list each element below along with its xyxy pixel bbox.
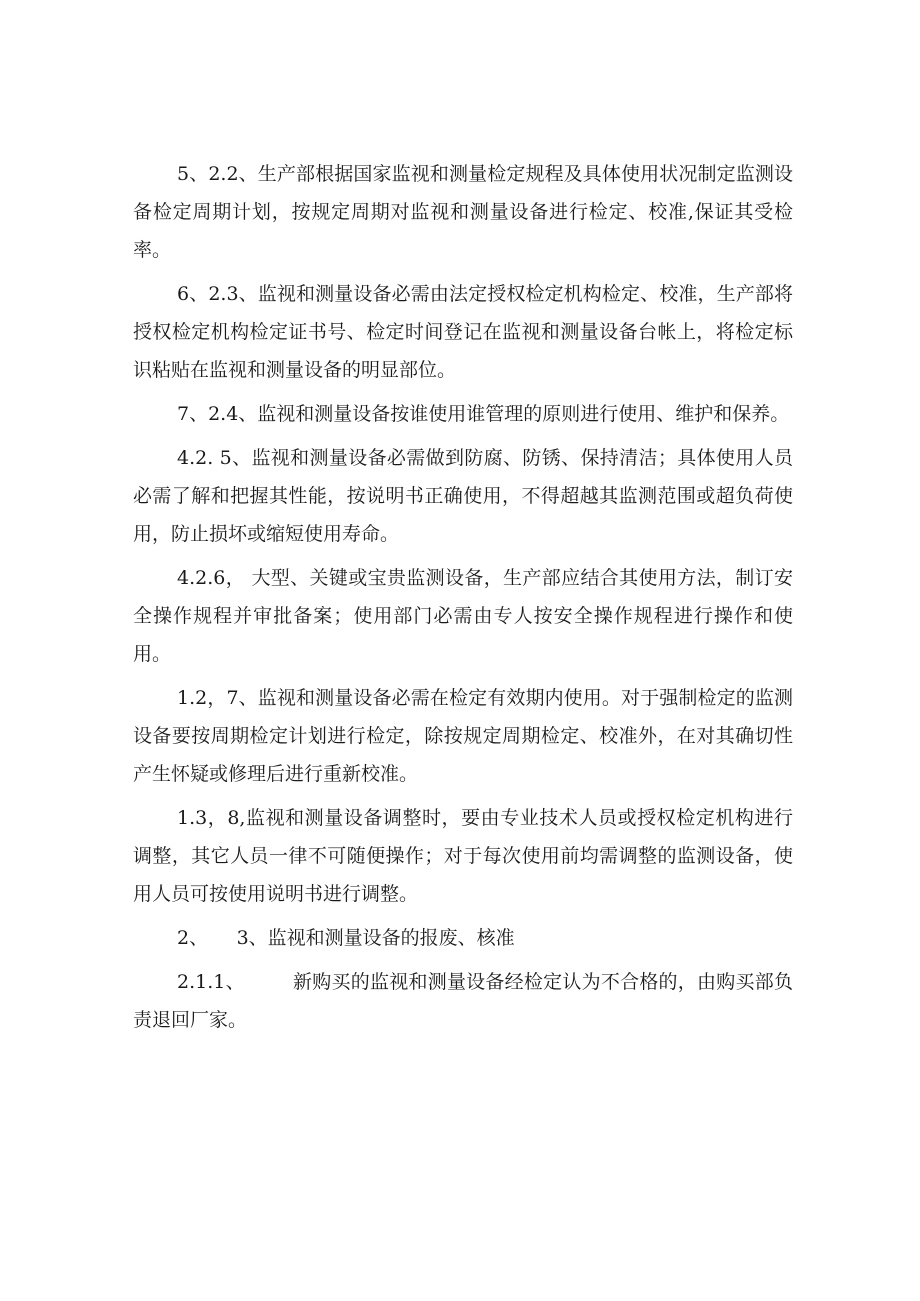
- paragraph-5-2-2: 5、2.2、生产部根据国家监视和测量检定规程及具体使用状况制定监测设备检定周期计划，按规定周期对监视和测量设备进行检定、校准,保证其受检率。: [133, 163, 793, 261]
- paragraph-6-2-3: 6、2.3、监视和测量设备必需由法定授权检定机构检定、校准，生产部将授权检定机构检定证书号、检定时间登记在监视和测量设备台帐上，将检定标识粘贴在监视和测量设备的明显部位。: [133, 283, 793, 381]
- document-body: [133, 155, 793, 1045]
- paragraph-2-1-1: 2.1.1、 新购买的监视和测量设备经检定认为不合格的，由购买部负责退回厂家。: [133, 971, 793, 1031]
- paragraph-4-2-5: 4.2. 5、监视和测量设备必需做到防腐、防锈、保持清洁；具体使用人员必需了解和把握其性能，按说明书正确使用，不得超越其监测范围或超负荷使用，防止损坏或缩短使用寿命。: [133, 447, 793, 545]
- section-heading-equipment-scrapping: 2、 3、监视和测量设备的报废、核准: [177, 927, 515, 949]
- paragraph-1-3-8: 1.3，8,监视和测量设备调整时，要由专业技术人员或授权检定机构进行调整，其它人员一律不可随便操作；对于每次使用前均需调整的监测设备，使用人员可按使用说明书进行调整。: [133, 807, 793, 905]
- paragraph-1-2-7: 1.2，7、监视和测量设备必需在检定有效期内使用。对于强制检定的监测设备要按周期检定计划进行检定，除按规定周期检定、校准外，在对其确切性产生怀疑或修理后进行重新校准。: [133, 687, 793, 785]
- paragraph-7-2-4: 7、2.4、监视和测量设备按谁使用谁管理的原则进行使用、维护和保养。: [177, 403, 790, 425]
- paragraph-4-2-6: 4.2.6， 大型、关键或宝贵监测设备，生产部应结合其使用方法，制订安全操作规程并审批备案；使用部门必需由专人按安全操作规程进行操作和使用。: [133, 567, 793, 665]
